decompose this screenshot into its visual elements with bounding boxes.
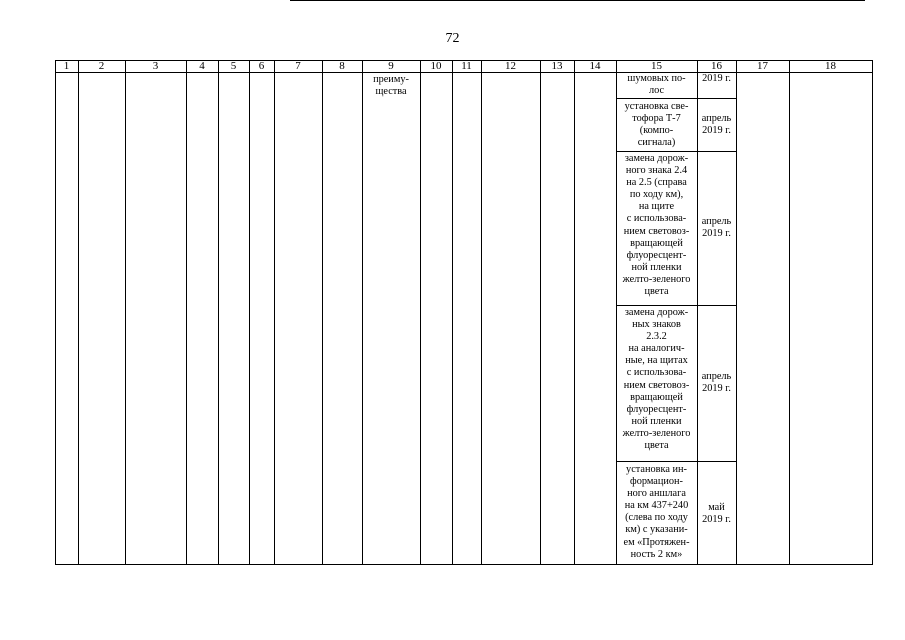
- column-header: 17: [757, 60, 768, 72]
- column-header: 4: [199, 60, 205, 72]
- row-divider: [616, 305, 736, 306]
- date-cell: 2019 г.: [702, 73, 731, 84]
- column-border: [186, 60, 187, 565]
- column-border: [55, 60, 56, 565]
- date-cell: апрель 2019 г.: [701, 216, 732, 240]
- measure-cell: шумовых по- лос: [627, 73, 686, 97]
- measure-cell: замена дорож- ного знака 2.4 на 2.5 (справа по ходу км), на щите с использова- нием световоз- вращающей флуоресцент- ной пленки желто-зеленого цвета: [622, 153, 691, 298]
- date-cell: апрель 2019 г.: [701, 371, 732, 395]
- column-header: 15: [651, 60, 662, 72]
- row-divider: [616, 98, 736, 99]
- column-header: 16: [711, 60, 722, 72]
- column-header: 8: [339, 60, 345, 72]
- column-border: [218, 60, 219, 565]
- column-border: [274, 60, 275, 565]
- page-number: 72: [445, 31, 460, 46]
- column-header: 12: [505, 60, 516, 72]
- column-header: 5: [230, 60, 237, 72]
- column-border: [574, 60, 575, 565]
- column-border: [540, 60, 541, 565]
- column-border: [452, 60, 453, 565]
- column-border: [736, 60, 737, 565]
- table-bottom-border: [55, 564, 872, 565]
- row-divider: [616, 151, 736, 152]
- column-header: 6: [258, 60, 265, 72]
- column-header: 11: [461, 60, 472, 72]
- column-border: [78, 60, 79, 565]
- measure-cell: установка све- тофора Т-7 (компо- сигнала): [624, 101, 689, 149]
- column9-text: преиму- щества: [373, 74, 409, 98]
- column-header: 10: [430, 60, 442, 72]
- column-border: [420, 60, 421, 565]
- column-header: 13: [551, 60, 563, 72]
- date-cell: апрель 2019 г.: [701, 113, 732, 137]
- column-header: 9: [388, 60, 394, 72]
- column-border: [481, 60, 482, 565]
- column-header: 14: [589, 60, 601, 72]
- column-border: [125, 60, 126, 565]
- column-border: [249, 60, 250, 565]
- column-header: 7: [295, 60, 301, 72]
- column-header: 3: [152, 60, 159, 72]
- column-border: [322, 60, 323, 565]
- row-divider: [616, 461, 736, 462]
- header-bottom-border: [55, 72, 872, 73]
- date-cell: май 2019 г.: [702, 502, 731, 526]
- measure-cell: установка ин- формацион- ного аншлага на км 437+240 (слева по ходу км) с указани- ем «Протяжен- ность 2 км»: [623, 464, 690, 560]
- column-header: 18: [825, 60, 836, 72]
- column-header: 1: [63, 60, 70, 72]
- column-border: [872, 60, 873, 565]
- column-border: [789, 60, 790, 565]
- column-border: [362, 60, 363, 565]
- column-header: 2: [98, 60, 105, 72]
- measure-cell: замена дорож- ных знаков 2.3.2 на аналогич- ные, на щитах с использова- нием световоз- вращающей флуоресцент- ной пленки желто-зеленого цвета: [622, 307, 691, 452]
